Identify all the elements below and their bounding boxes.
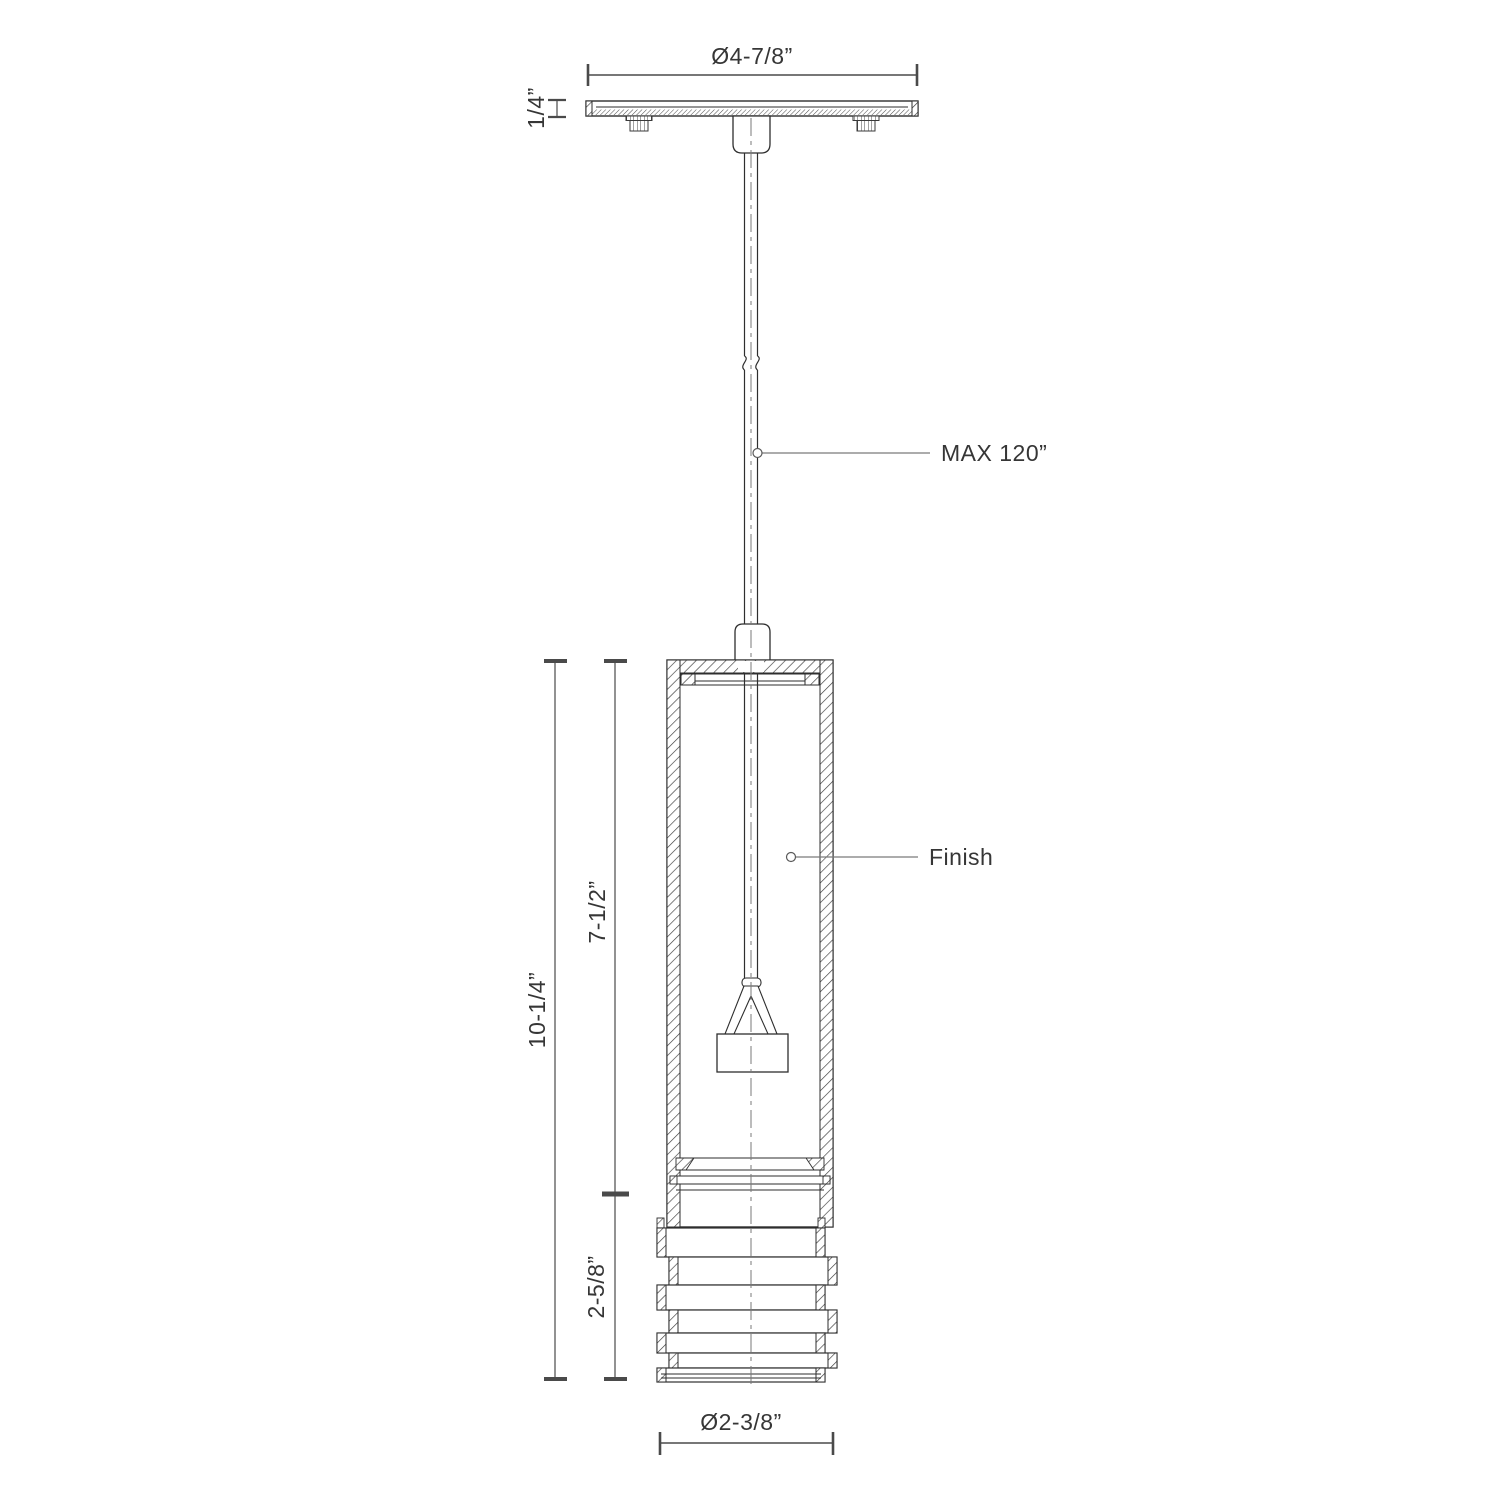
segment-height-dimension [583,661,629,1380]
louver-height-label: 2-5/8” [583,1255,609,1319]
body-wall-right [820,660,833,1227]
baffle-ring-cap [657,1333,666,1353]
max-suspension-label: MAX 120” [941,440,1048,466]
inner-flange [681,674,819,685]
canopy-diameter-dimension [588,43,917,86]
finish-label: Finish [929,844,994,870]
baffle-bottom-cap [657,1368,825,1382]
canopy-diameter-label: Ø4-7/8” [711,43,793,69]
fixture-body [667,660,833,1227]
body-outline [667,660,833,1227]
baffle-ring [657,1285,825,1310]
overall-height-dimension [524,661,567,1380]
screw-flange [626,116,652,121]
baffle-ring-cap [657,1285,666,1310]
baffle-ring [657,1333,825,1353]
glass-rim [670,1176,830,1184]
baffle-ring-cap [828,1257,837,1285]
screw-body [630,121,648,132]
baffle-ring-cap [816,1285,825,1310]
baffle-ring-cap [669,1310,678,1333]
inner-flange-end [681,674,695,685]
upper-body-height-label: 7-1/2” [584,880,610,944]
baffle-ring-cap [816,1228,825,1257]
baffle-ring [657,1228,825,1257]
overall-height-label: 10-1/4” [524,971,550,1049]
baffle-nub [818,1218,825,1228]
baffle-ring-cap [828,1353,837,1368]
louver-stack [657,1218,837,1382]
lamp-socket-block [717,1034,788,1072]
canopy-screw-left [626,116,652,131]
canopy-edge-left [586,101,592,116]
fixture-diameter-label: Ø2-3/8” [700,1409,782,1435]
glass-rim-end [670,1176,677,1184]
canopy-thickness-dimension [523,87,566,129]
baffle-ring-cap [657,1228,666,1257]
baffle-ring [669,1353,837,1368]
baffle-ring [669,1310,837,1333]
screw-body [857,121,875,132]
canopy-screw-right [853,116,879,131]
baffle-ring-cap [669,1257,678,1285]
max-suspension-leader [753,440,1047,466]
leader-dot-icon [787,853,796,862]
baffle-ring-cap [657,1368,666,1382]
rod-break-icon [756,356,759,370]
baffle-ring-cap [828,1310,837,1333]
baffle-ring-cap [816,1333,825,1353]
canopy-thickness-label: 1/4” [523,87,549,129]
canopy-edge-right [912,101,918,116]
baffle-nub [657,1218,664,1228]
canopy-plate-hatch-band [588,110,916,116]
baffle-ring-cap [816,1368,825,1382]
rod-break-icon [743,356,746,370]
body-wall-left [667,660,680,1227]
baffle-ring [669,1257,837,1285]
screw-flange [853,116,879,121]
leader-dot-icon [753,449,762,458]
baffle-ring-cap [669,1353,678,1368]
rod-body-connector [735,624,770,662]
fixture-diameter-dimension [660,1409,833,1455]
inner-flange-end [805,674,819,685]
canopy-plate [586,101,918,116]
glass-rim-end [823,1176,830,1184]
